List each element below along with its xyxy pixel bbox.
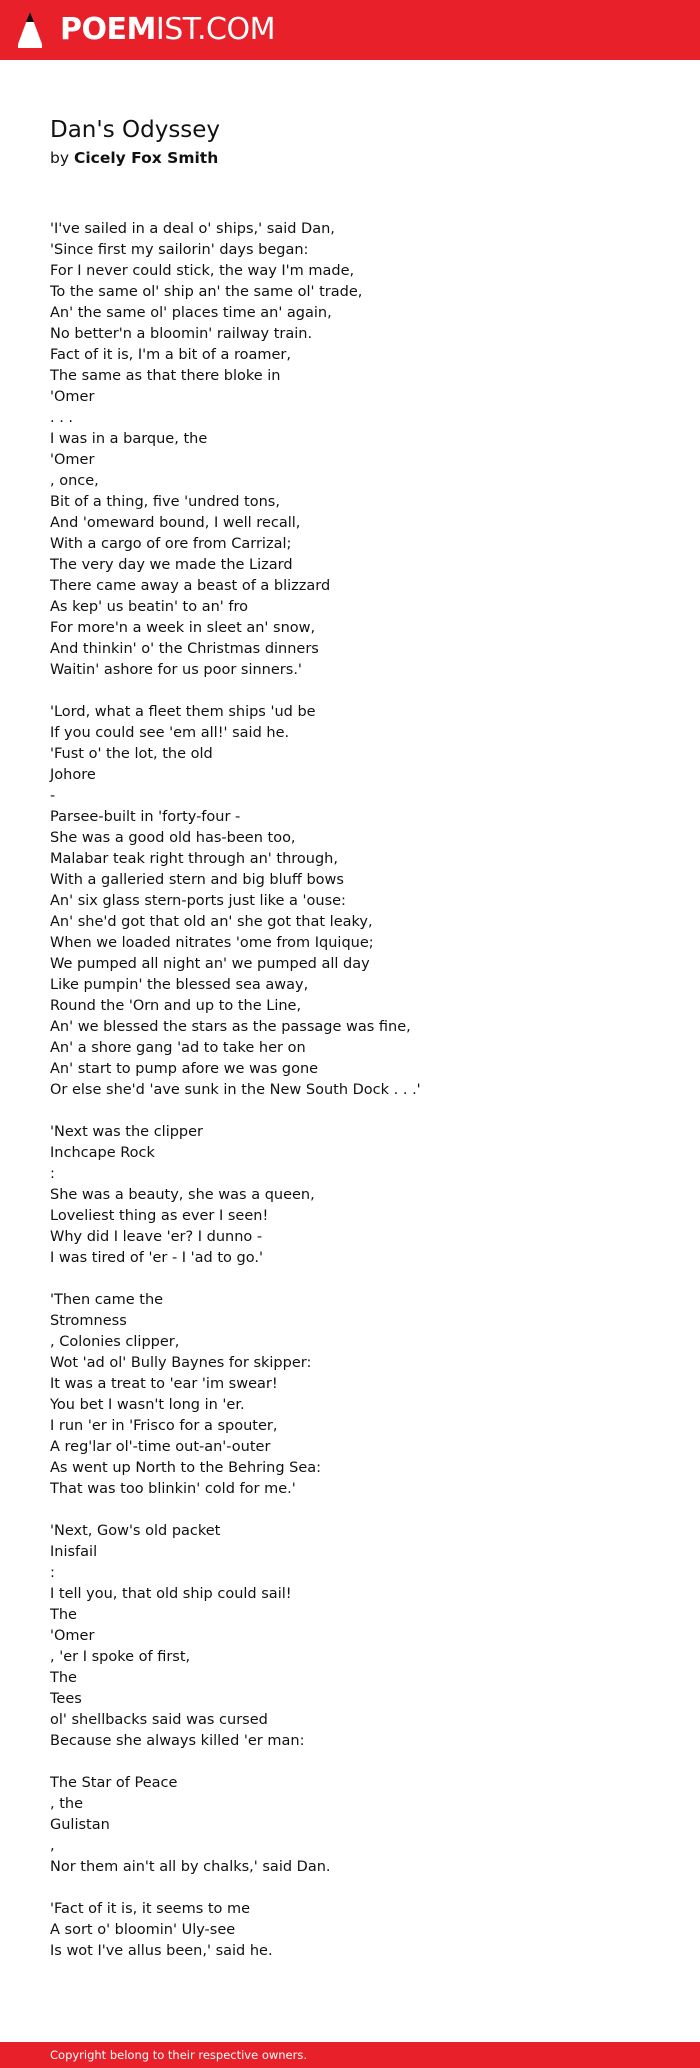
poem-line: I tell you, that old ship could sail! [50,1586,292,1602]
poem-line: Johore [50,767,96,783]
poem-line: A sort o' bloomin' Uly-see [50,1922,236,1938]
poem-line: With a galleried stern and big bluff bows [50,872,344,888]
poem-line: And 'omeward bound, I well recall, [50,515,301,531]
poem-line: You bet I wasn't long in 'er. [50,1397,245,1413]
poem-line: - [50,788,56,804]
poem-line: Bit of a thing, five 'undred tons, [50,494,280,510]
poem-line: With a cargo of ore from Carrizal; [50,536,292,552]
poem-line: 'Fact of it is, it seems to me [50,1901,251,1917]
poem-line: A reg'lar ol'-time out-an'-outer [50,1439,271,1455]
poem-line: , the [50,1796,84,1812]
poem-line: 'Omer [50,1628,95,1644]
poem-line: Malabar teak right through an' through, [50,851,338,867]
poem-line: No better'n a bloomin' railway train. [50,326,313,342]
poem-title: Dan's Odyssey [50,117,221,143]
poem-line: As kep' us beatin' to an' fro [50,599,249,615]
stanza-break [50,1500,650,1521]
poem-line: , 'er I spoke of first, [50,1649,191,1665]
poem-line: If you could see 'em all!' said he. [50,725,290,741]
poem-line: I was in a barque, the [50,431,208,447]
poem-line: For more'n a week in sleet an' snow, [50,620,316,636]
poem-line: I run 'er in 'Frisco for a spouter, [50,1418,278,1434]
author-link[interactable]: Cicely Fox Smith [73,149,219,167]
poem-line: Gulistan [50,1817,110,1833]
poem-line: 'Omer [50,389,95,405]
poem-line: 'Fust o' the lot, the old [50,746,213,762]
poem-heading [50,112,650,168]
poem-line: Nor them ain't all by chalks,' said Dan. [50,1859,331,1875]
poem-line: An' start to pump afore we was gone [50,1061,319,1077]
stanza-break [50,1269,650,1290]
poem-line: The same as that there bloke in [50,368,281,384]
poem-line: Wot 'ad ol' Bully Baynes for skipper: [50,1355,312,1371]
poem-line: As went up North to the Behring Sea: [50,1460,322,1476]
poem-line: ol' shellbacks said was cursed [50,1712,268,1728]
poem-line: , once, [50,473,99,489]
poem-line: 'Next was the clipper [50,1124,204,1140]
poem-line: To the same ol' ship an' the same ol' trade, [50,284,363,300]
poem-line: Inisfail [50,1544,98,1560]
poem-line: It was a treat to 'ear 'im swear! [50,1376,278,1392]
site-header [0,0,700,60]
poem-line: That was too blinkin' cold for me.' [50,1481,296,1497]
stanza-break [50,1878,650,1899]
poem-body [50,219,650,1962]
stanza-break [50,1752,650,1773]
poem-line: 'Lord, what a fleet them ships 'ud be [50,704,316,720]
site-logo-link[interactable] [16,10,275,50]
site-footer [0,2042,700,2068]
logo-wordmark [60,10,275,50]
byline-label: by [50,149,70,167]
poem-line: Waitin' ashore for us poor sinners.' [50,662,302,678]
poem-line: She was a good old has-been too, [50,830,296,846]
poem-line: She was a beauty, she was a queen, [50,1187,315,1203]
poem-line: Is wot I've allus been,' said he. [50,1943,273,1959]
poem-line: The [50,1670,77,1686]
poem-line: Inchcape Rock [50,1145,155,1161]
poem-line: : [50,1166,55,1182]
poem-line: An' she'd got that old an' she got that leaky, [50,914,373,930]
poem-line: 'Since first my sailorin' days began: [50,242,309,258]
poem-line: Round the 'Orn and up to the Line, [50,998,302,1014]
poem-line: Loveliest thing as ever I seen! [50,1208,269,1224]
pencil-icon [16,10,44,50]
poem-line: I was tired of 'er - I 'ad to go.' [50,1250,263,1266]
poem-line: Fact of it is, I'm a bit of a roamer, [50,347,291,363]
logo-wordmark-bold: POEM [60,12,156,47]
poem-line: Or else she'd 'ave sunk in the New South Dock . . .' [50,1082,421,1098]
logo-wordmark-light: IST.COM [155,12,275,47]
poem-line: Stromness [50,1313,127,1329]
poem-line: We pumped all night an' we pumped all day [50,956,370,972]
poem-line: : [50,1565,55,1581]
poem-line: 'Then came the [50,1292,164,1308]
poem-line: Parsee-built in 'forty-four - [50,809,241,825]
poem-line: There came away a beast of a blizzard [50,578,331,594]
poem-line: 'I've sailed in a deal o' ships,' said Dan, [50,221,335,237]
poem-line: And thinkin' o' the Christmas dinners [50,641,319,657]
poem-line: An' a shore gang 'ad to take her on [50,1040,306,1056]
poem-line: Tees [50,1691,82,1707]
poem-line: An' the same ol' places time an' again, [50,305,332,321]
poem-line: The [50,1607,77,1623]
poem-line: Because she always killed 'er man: [50,1733,305,1749]
copyright-notice: Copyright belong to their respective owners. [50,2048,308,2062]
poem-line: The very day we made the Lizard [50,557,293,573]
poem-line: When we loaded nitrates 'ome from Iquique; [50,935,374,951]
poem-line: An' six glass stern-ports just like a 'ouse: [50,893,346,909]
poem-line: Like pumpin' the blessed sea away, [50,977,309,993]
poem-line: 'Next, Gow's old packet [50,1523,221,1539]
poem-line: Why did I leave 'er? I dunno - [50,1229,263,1245]
stanza-break [50,681,650,702]
poem-byline [50,148,650,168]
poem-line: An' we blessed the stars as the passage was fine, [50,1019,411,1035]
stanza-break [50,1101,650,1122]
poem-line: . . . [50,410,74,426]
poem-line: , Colonies clipper, [50,1334,180,1350]
poem-line: The Star of Peace [50,1775,178,1791]
poem-line: , [50,1838,55,1854]
poem-line: For I never could stick, the way I'm made, [50,263,355,279]
poem-line: 'Omer [50,452,95,468]
